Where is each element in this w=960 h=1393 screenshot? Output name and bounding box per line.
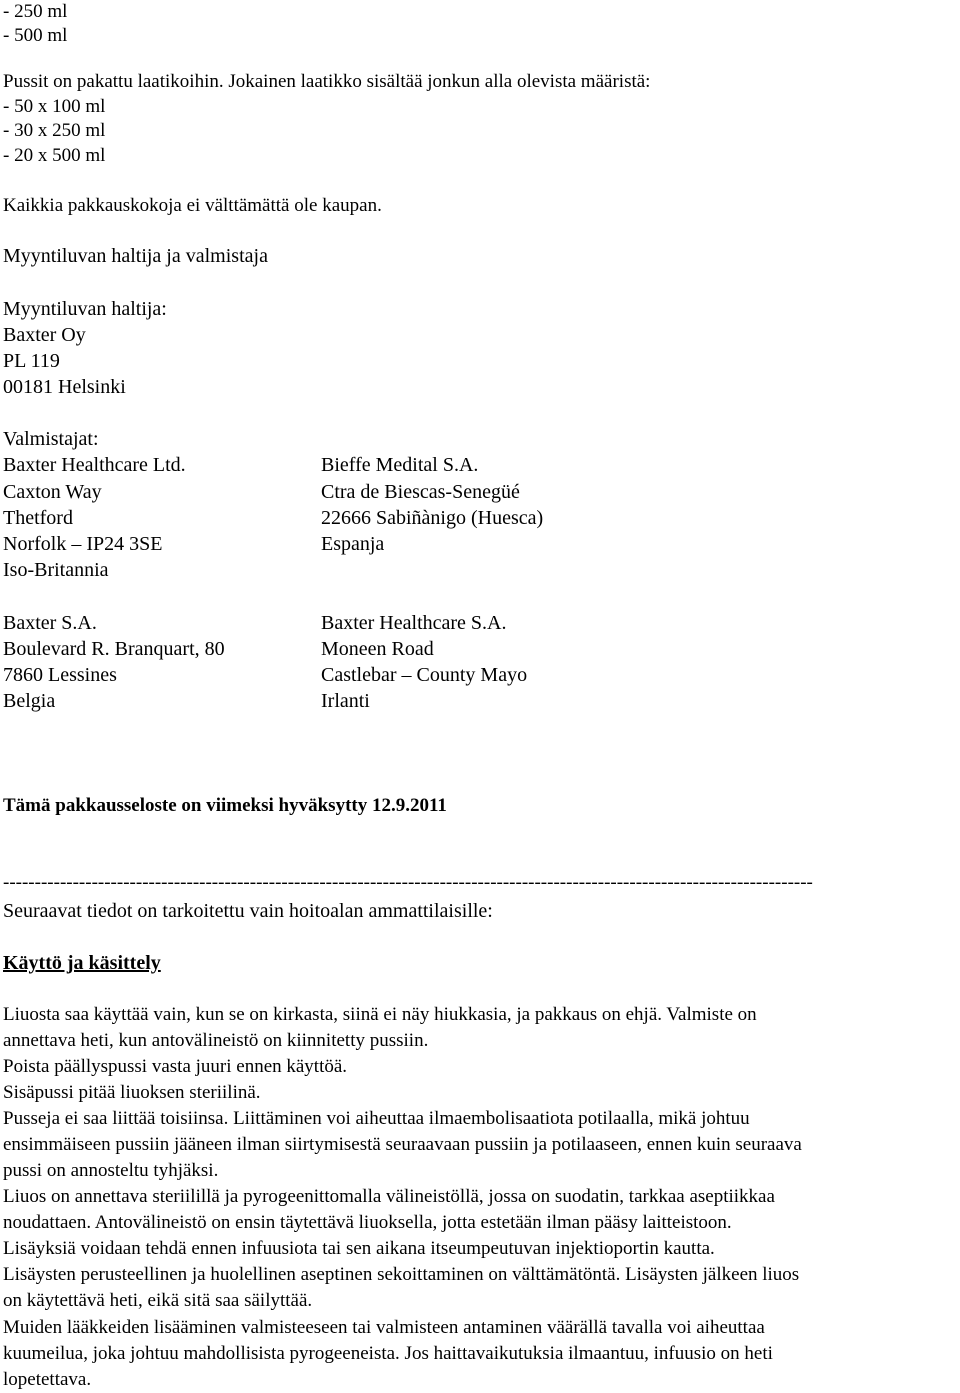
handling-line: Poista päällyspussi vasta juuri ennen käyttöä. [3,1056,348,1077]
handling-heading: Käyttö ja käsittely [3,952,161,974]
handling-line: annettava heti, kun antovälineistö on kiinnitetty pussiin. [3,1030,429,1051]
mfr1-line: Baxter Healthcare Ltd. [3,454,186,476]
handling-line: pussi on annosteltu tyhjäksi. [3,1160,219,1181]
handling-line: Lisäysten perusteellinen ja huolellinen aseptinen sekoittaminen on välttämätöntä. Lisäysten jälkeen liuos [3,1264,800,1285]
handling-line: noudattaen. Antovälineistö on ensin täytettävä liuoksella, jotta estetään ilman pääsy laitteistoon. [3,1212,732,1233]
size-item: - 500 ml [3,25,68,46]
handling-line: kuumeilua, joka johtuu mahdollisista pyrogeeneista. Jos haittavaikutuksia ilmaantuu, infuusio on heti [3,1343,773,1364]
mfr2-line: Espanja [321,533,385,555]
handling-line: Sisäpussi pitää liuoksen steriilinä. [3,1082,261,1103]
handling-line: lopetettava. [3,1369,92,1390]
mfr4-line: Castlebar – County Mayo [321,664,528,686]
mfr4-line: Irlanti [321,690,370,712]
separator-line: -------------------------------------------------------------------------------------------------------------------------------- [3,872,813,893]
mfr3-line: Baxter S.A. [3,612,97,634]
holder-heading: Myyntiluvan haltija ja valmistaja [3,245,268,267]
mfr3-line: Boulevard R. Branquart, 80 [3,638,225,660]
mfr1-line: Thetford [3,507,73,529]
handling-line: on käytettävä heti, eikä sitä saa säilyttää. [3,1290,313,1311]
holder-line: 00181 Helsinki [3,376,126,398]
mfr1-line: Caxton Way [3,481,102,503]
carton-item: - 50 x 100 ml [3,96,106,117]
size-item: - 250 ml [3,1,68,22]
handling-line: Liuos on annettava steriilillä ja pyrogeenittomalla välineistöllä, jossa on suodatin, tarkkaa aseptiikkaa [3,1186,775,1207]
mfr2-line: 22666 Sabiñànigo (Huesca) [321,507,544,529]
mfr3-line: 7860 Lessines [3,664,117,686]
mfr4-line: Baxter Healthcare S.A. [321,612,507,634]
handling-line: ensimmäiseen pussiin jääneen ilman siirtymisestä seuraavaan pussiin ja potilaaseen, ennen kuin seuraava [3,1134,802,1155]
manufacturers-label: Valmistajat: [3,428,99,450]
holder-line: PL 119 [3,350,60,372]
carton-item: - 30 x 250 ml [3,120,106,141]
handling-line: Pusseja ei saa liittää toisiinsa. Liittäminen voi aiheuttaa ilmaembolisaatiota potilaalla, mikä johtuu [3,1108,750,1129]
mfr3-line: Belgia [3,690,56,712]
holder-line: Baxter Oy [3,324,86,346]
handling-line: Muiden lääkkeiden lisääminen valmisteeseen tai valmisteen antaminen väärällä tavalla voi aiheuttaa [3,1317,765,1338]
professionals-note: Seuraavat tiedot on tarkoitettu vain hoitoalan ammattilaisille: [3,900,493,922]
carton-intro: Pussit on pakattu laatikoihin. Jokainen laatikko sisältää jonkun alla olevista määristä: [3,71,651,92]
mfr4-line: Moneen Road [321,638,434,660]
handling-line: Liuosta saa käyttää vain, kun se on kirkasta, siinä ei näy hiukkasia, ja pakkaus on ehjä. Valmiste on [3,1004,757,1025]
mfr1-line: Iso-Britannia [3,559,109,581]
carton-item: - 20 x 500 ml [3,145,106,166]
mfr2-line: Ctra de Biescas-Senegüé [321,481,520,503]
mfr2-line: Bieffe Medital S.A. [321,454,479,476]
not-all-sizes-note: Kaikkia pakkauskokoja ei välttämättä ole kaupan. [3,195,382,216]
mfr1-line: Norfolk – IP24 3SE [3,533,163,555]
approval-date: Tämä pakkausseloste on viimeksi hyväksytty 12.9.2011 [3,795,447,816]
holder-label: Myyntiluvan haltija: [3,298,167,320]
handling-line: Lisäyksiä voidaan tehdä ennen infuusiota tai sen aikana itseumpeutuvan injektioportin kautta. [3,1238,715,1259]
